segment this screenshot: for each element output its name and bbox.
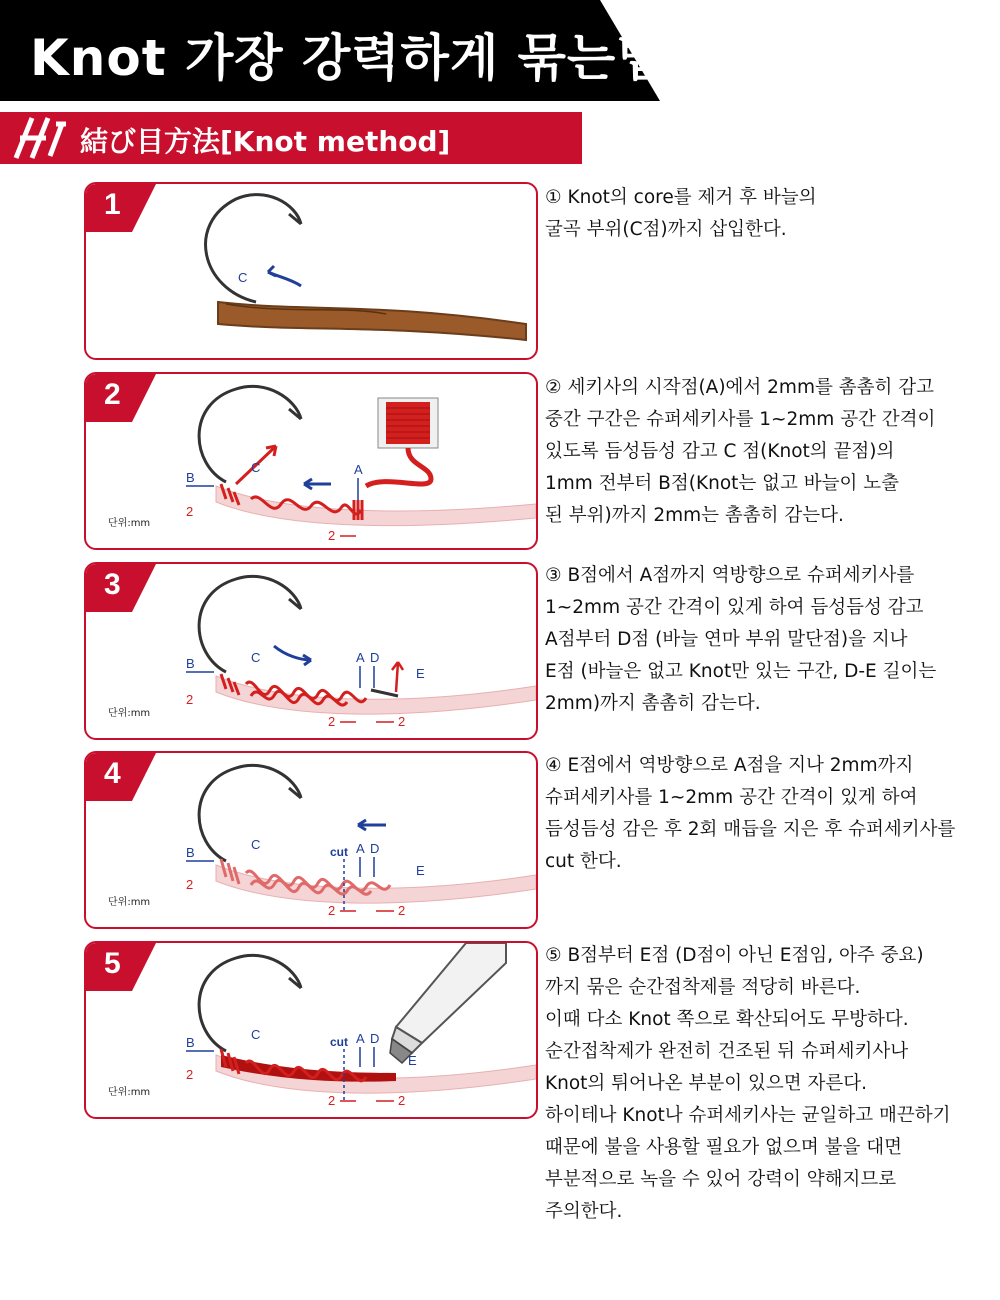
step-illustration-2 <box>86 374 536 548</box>
label-e: E <box>416 863 425 878</box>
label-cut: cut <box>330 845 348 859</box>
dimension-2-b: 2 <box>328 528 336 543</box>
step-number-1: 1 <box>104 188 121 221</box>
step-text-4: ④ E점에서 역방향으로 A점을 지나 2mm까지 슈퍼세키사를 1~2mm 공간 간격이 있게 하여 듬성듬성 감은 후 2회 매듭을 지은 후 슈퍼세키사를 cut 한다. <box>545 755 956 872</box>
label-e: E <box>408 1053 417 1068</box>
label-d: D <box>370 1031 380 1046</box>
label-c: C <box>251 1027 261 1042</box>
label-cut: cut <box>330 1035 348 1049</box>
dimension-2-b: 2 <box>328 714 336 729</box>
dimension-2-c: 2 <box>398 714 406 729</box>
step-text-3: ③ B점에서 A점까지 역방향으로 슈퍼세키사를 1~2mm 공간 간격이 있게 하여 듬성듬성 감고 A점부터 D점 (바늘 연마 부위 말단점)을 지나 E점 (바늘은 없고 Knot만 있는 구간, D-E 길이는 2mm)까지 촘촘히 감는다. <box>545 565 937 714</box>
step-panel-2 <box>84 372 538 550</box>
knot-line <box>216 486 536 526</box>
step-text-5: ⑤ B점부터 E점 (D점이 아닌 E점임, 아주 중요) 까지 묶은 순간접착제를 적당히 바른다. 이때 다소 Knot 쪽으로 확산되어도 무방하다. 순간접착제가 완전히 건조된 뒤 슈퍼세키사나 Knot의 튀어나온 부분이 있으면 자른다. 하이테나 Knot나 슈퍼세키사는 균일하고 매끈하기 때문에 불을 사용할 필요가 없으며 불을 대면 부분적으로 녹을 수 있어 강력이 약해지므로 주의한다. <box>545 945 951 1222</box>
dimension-2-a: 2 <box>186 692 194 707</box>
label-d: D <box>370 650 380 665</box>
step-panel-5 <box>84 941 538 1119</box>
dimension-2-b: 2 <box>328 903 336 918</box>
dimension-2-c: 2 <box>398 1093 406 1108</box>
label-a: A <box>356 650 365 665</box>
dimension-2-a: 2 <box>186 877 194 892</box>
unit-label-5: 단위:mm <box>108 1087 151 1098</box>
hook-icon <box>206 195 301 302</box>
dimension-2-a: 2 <box>186 504 194 519</box>
label-b: B <box>186 656 195 671</box>
label-c: C <box>251 650 261 665</box>
label-a: A <box>356 1031 365 1046</box>
label-a: A <box>354 462 363 477</box>
section-title: 結び目方法[Knot method] <box>80 125 451 158</box>
label-c: C <box>251 837 261 852</box>
step-illustration-1 <box>86 184 536 358</box>
step-panel-1 <box>84 182 538 360</box>
step-number-2: 2 <box>104 378 121 411</box>
unit-label-3: 단위:mm <box>108 708 151 719</box>
spool-icon <box>366 398 438 486</box>
unit-label-2: 단위:mm <box>108 518 151 529</box>
arrow-icon <box>396 662 398 692</box>
step-number-3: 3 <box>104 568 121 601</box>
dimension-2-a: 2 <box>186 1067 194 1082</box>
label-c: C <box>238 270 248 285</box>
step-number-4: 4 <box>104 757 121 790</box>
unit-label-4: 단위:mm <box>108 897 151 908</box>
step-illustration-3 <box>86 564 536 738</box>
step-text-1: ① Knot의 core를 제거 후 바늘의 굴곡 부위(C점)까지 삽입한다. <box>545 187 817 240</box>
label-a: A <box>356 841 365 856</box>
label-e: E <box>416 666 425 681</box>
step-panel-3 <box>84 562 538 740</box>
label-b: B <box>186 845 195 860</box>
label-c: C <box>251 460 261 475</box>
dimension-2-c: 2 <box>398 903 406 918</box>
label-b: B <box>186 470 195 485</box>
label-b: B <box>186 1035 195 1050</box>
step-illustration-5 <box>86 943 536 1117</box>
page-title: Knot 가장 강력하게 묶는법 <box>30 29 666 87</box>
step-illustration-4 <box>86 753 536 927</box>
step-text-2: ② 세키사의 시작점(A)에서 2mm를 촘촘히 감고 중간 구간은 슈퍼세키사를 1~2mm 공간 간격이 있도록 듬성듬성 감고 C 점(Knot의 끝점)의 1mm 전부터 B점(Knot는 없고 바늘이 노출 된 부위)까지 2mm는 촘촘히 감는다. <box>545 377 936 526</box>
dimension-2-b: 2 <box>328 1093 336 1108</box>
brand-logo-icon <box>6 112 70 164</box>
step-panel-4 <box>84 751 538 929</box>
glue-tube-icon <box>390 943 506 1063</box>
label-d: D <box>370 841 380 856</box>
step-number-5: 5 <box>104 947 121 980</box>
